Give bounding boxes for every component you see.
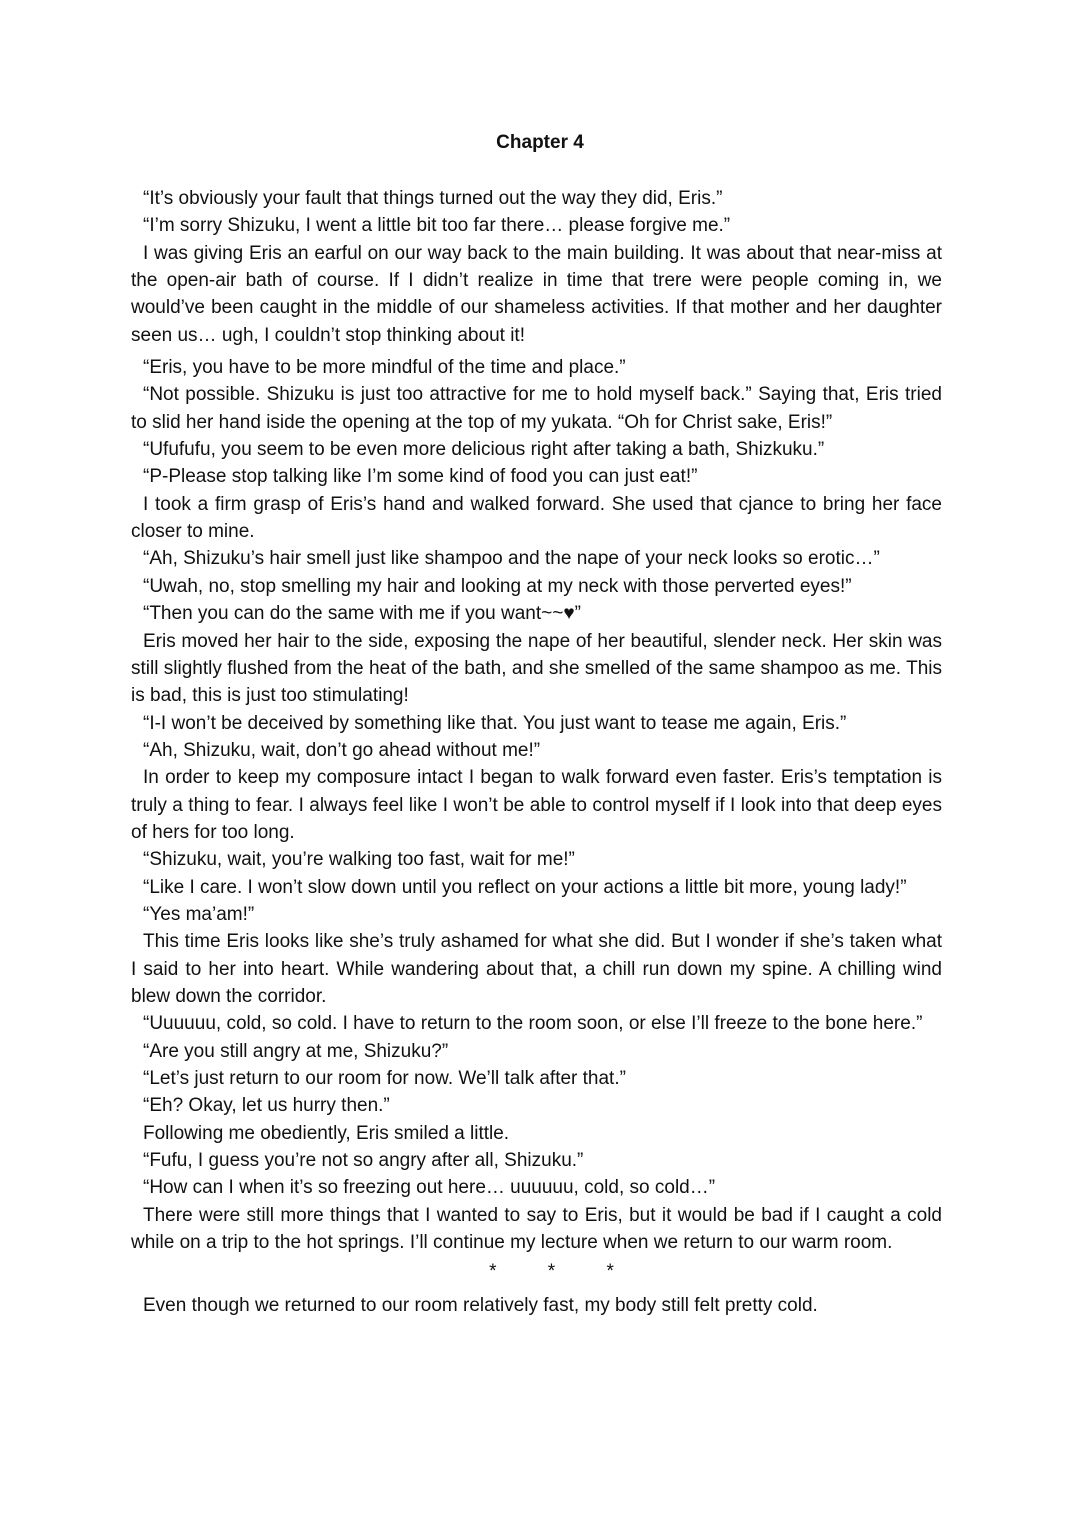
paragraph-7: “P-Please stop talking like I’m some kind of food you can just eat!” [143, 466, 698, 488]
chapter-body [131, 185, 942, 1320]
paragraph-24: Following me obediently, Eris smiled a little. [143, 1122, 510, 1144]
paragraph-11: “Then you can do the same with me if you want~~♥” [143, 603, 581, 625]
paragraph-15: In order to keep my composure intact I began to walk forward even faster. Eris’s temptation is truly a thing to fear. I always feel like I won’t be able to control myself if I look into that deep eyes of hers for too long. [131, 767, 942, 843]
paragraph-1: “It’s obviously your fault that things turned out the way they did, Eris.” [143, 188, 723, 209]
paragraph-27: There were still more things that I wanted to say to Eris, but it would be bad if I caught a cold while on a trip to the hot springs. I’ll continue my lecture when we return to our warm room. [131, 1204, 942, 1254]
paragraph-10: “Uwah, no, stop smelling my hair and looking at my neck with those perverted eyes!” [143, 575, 852, 597]
paragraph-2: “I’m sorry Shizuku, I went a little bit too far there… please forgive me.” [143, 215, 731, 237]
paragraph-25: “Fufu, I guess you’re not so angry after all, Shizuku.” [143, 1150, 584, 1172]
paragraph-3: I was giving Eris an earful on our way back to the main building. It was about that near-miss at the open-air bath of course. If I didn’t realize in time that trere were people coming in, we would’ve been caught in the middle of our shameless activities. If that mother and her daughter seen us… ugh, I couldn’t stop thinking about it! [131, 242, 942, 346]
paragraph-20: “Uuuuuu, cold, so cold. I have to return to the room soon, or else I’ll freeze to the bone here.” [143, 1013, 923, 1035]
paragraph-6: “Ufufufu, you seem to be even more delicious right after taking a bath, Shizkuku.” [143, 439, 825, 461]
chapter-title: Chapter 4 [496, 132, 584, 153]
paragraph-4: “Eris, you have to be more mindful of the time and place.” [143, 357, 626, 379]
paragraph-21: “Are you still angry at me, Shizuku?” [143, 1040, 449, 1062]
paragraph-23: “Eh? Okay, let us hurry then.” [143, 1095, 390, 1117]
paragraph-19: This time Eris looks like she’s truly ashamed for what she did. But I wonder if she’s taken what I said to her into heart. While wandering about that, a chill run down my spine. A chilling wind blew down the corridor. [131, 931, 942, 1007]
paragraph-12: Eris moved her hair to the side, exposing the nape of her beautiful, slender neck. Her skin was still slightly flushed from the heat of the bath, and she smelled of the same shampoo as me. This is bad, this is just too stimulating! [131, 630, 942, 707]
final-paragraph: Even though we returned to our room relatively fast, my body still felt pretty cold. [143, 1295, 818, 1317]
paragraph-26: “How can I when it’s so freezing out here… uuuuuu, cold, so cold…” [143, 1177, 716, 1199]
paragraph-14: “Ah, Shizuku, wait, don’t go ahead without me!” [143, 739, 541, 761]
paragraph-13: “I-I won’t be deceived by something like that. You just want to tease me again, Eris.” [143, 712, 847, 734]
paragraph-16: “Shizuku, wait, you’re walking too fast, wait for me!” [143, 849, 575, 871]
paragraph-8: I took a firm grasp of Eris’s hand and walked forward. She used that cjance to bring her face closer to mine. [131, 493, 942, 543]
paragraph-5: “Not possible. Shizuku is just too attractive for me to hold myself back.” Saying that, Eris tried to slid her hand iside the opening at the top of my yukata. “Oh for Christ sake, Eris!” [131, 384, 942, 433]
paragraph-9: “Ah, Shizuku’s hair smell just like shampoo and the nape of your neck looks so erotic…” [143, 548, 880, 570]
paragraph-22: “Let’s just return to our room for now. We’ll talk after that.” [143, 1068, 626, 1089]
paragraph-18: “Yes ma’am!” [143, 903, 255, 925]
paragraph-17: “Like I care. I won’t slow down until you reflect on your actions a little bit more, young lady!” [143, 876, 907, 898]
scene-break: * * * [489, 1261, 614, 1283]
